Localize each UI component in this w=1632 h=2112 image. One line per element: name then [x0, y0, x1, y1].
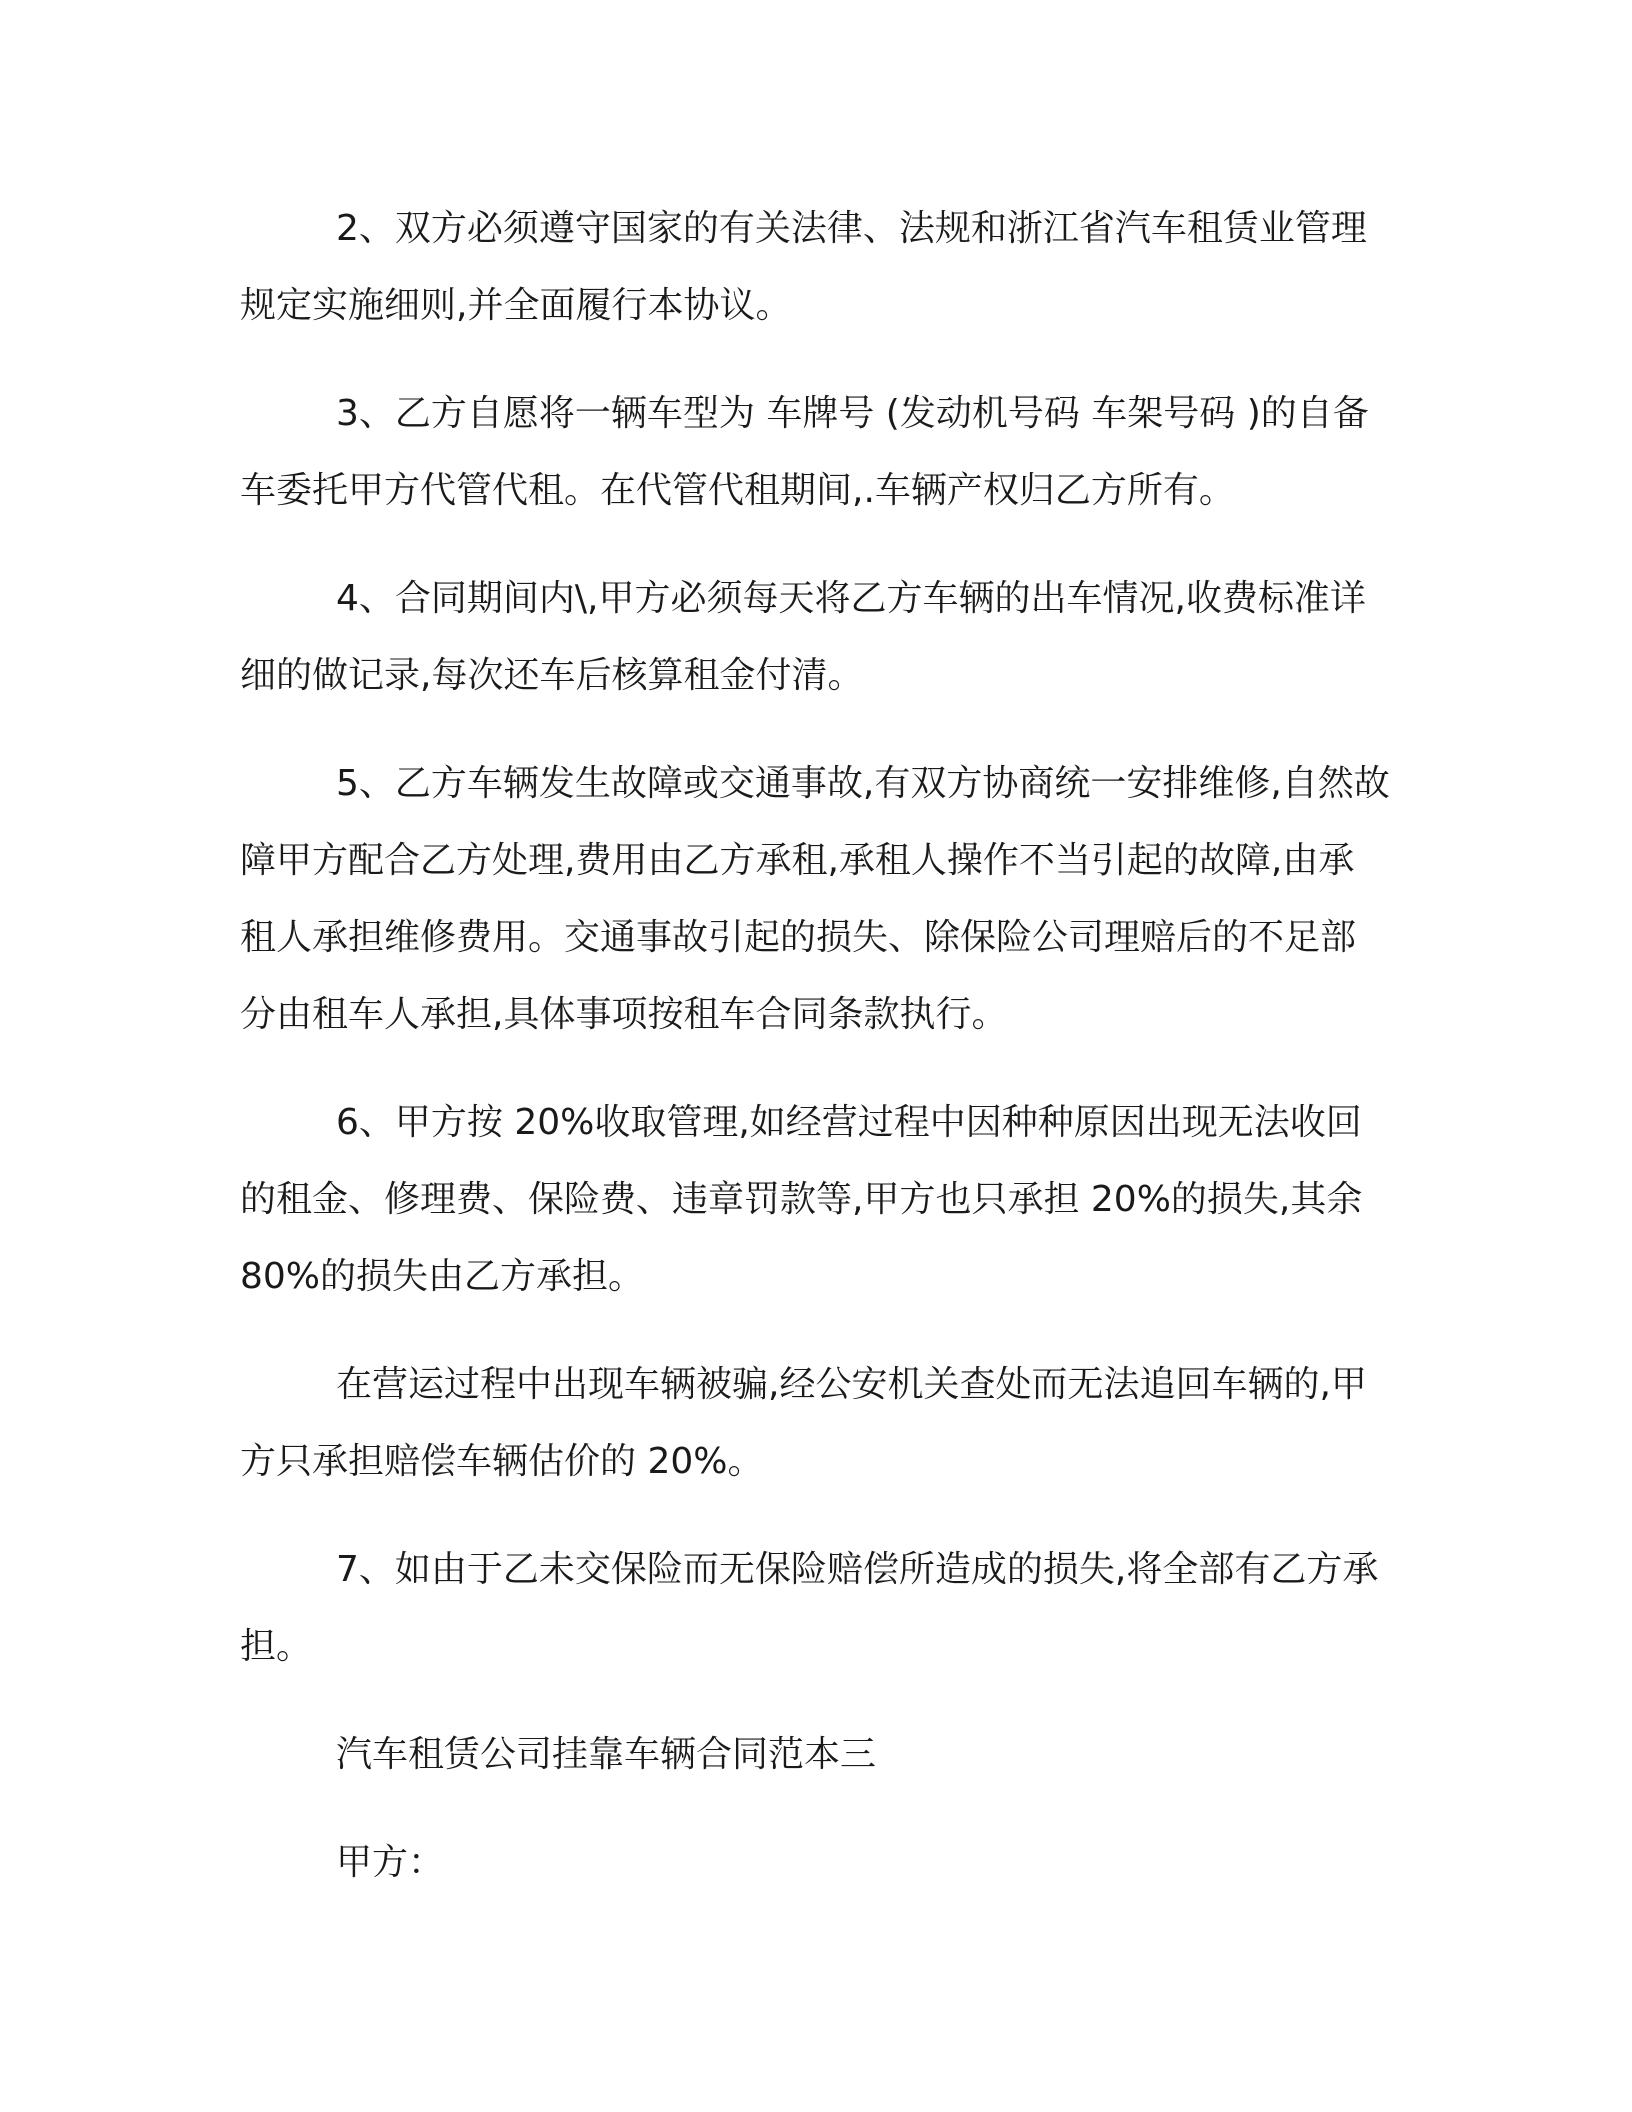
clause-6-paragraph: 6、甲方按 20%收取管理,如经营过程中因种种原因出现无法收回的租金、修理费、保险费、违章罚款等,甲方也只承担 20%的损失,其余 80%的损失由乙方承担。	[240, 1102, 1363, 1297]
clause-2-paragraph: 2、双方必须遵守国家的有关法律、法规和浙江省汽车租赁业管理规定实施细则,并全面履行本协议。	[240, 208, 1367, 326]
clause-7-paragraph: 7、如由于乙未交保险而无保险赔偿所造成的损失,将全部有乙方承担。	[240, 1549, 1379, 1667]
contract-sample-heading: 汽车租赁公司挂靠车辆合同范本三	[336, 1734, 877, 1775]
document-body	[240, 190, 1390, 1901]
party-a-label: 甲方：	[336, 1842, 445, 1883]
clause-3-paragraph: 3、乙方自愿将一辆车型为 车牌号 (发动机号码 车架号码 )的自备车委托甲方代管代租。在代管代租期间,.车辆产权归乙方所有。	[240, 393, 1369, 511]
fraud-clause-paragraph: 在营运过程中出现车辆被骗,经公安机关查处而无法追回车辆的,甲方只承担赔偿车辆估价的 20%。	[240, 1364, 1367, 1482]
clause-5-paragraph: 5、乙方车辆发生故障或交通事故,有双方协商统一安排维修,自然故障甲方配合乙方处理,费用由乙方承租,承租人操作不当引起的故障,由承租人承担维修费用。交通事故引起的损失、除保险公司理赔后的不足部分由租车人承担,具体事项按租车合同条款执行。	[240, 763, 1390, 1035]
clause-4-paragraph: 4、合同期间内\,甲方必须每天将乙方车辆的出车情况,收费标准详细的做记录,每次还车后核算租金付清。	[240, 578, 1366, 696]
